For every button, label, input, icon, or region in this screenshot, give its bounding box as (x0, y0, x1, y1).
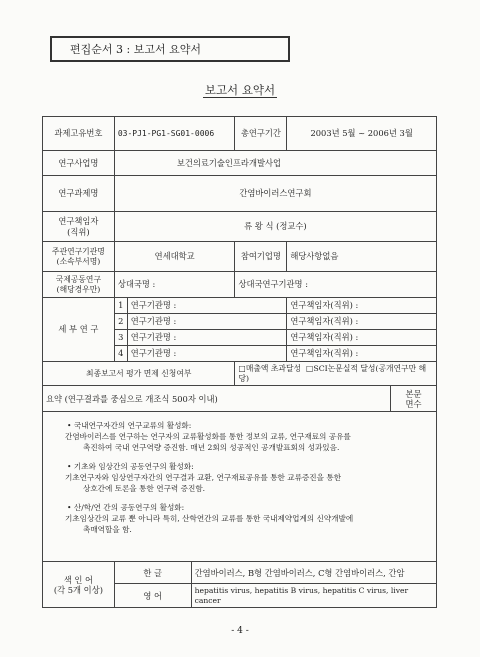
final-eval-option-sales[interactable]: □매출액 초과달성 (238, 364, 302, 373)
detail-label: 세 부 연 구 (43, 298, 115, 362)
keywords-en-label: 영 어 (114, 584, 191, 608)
page-title (0, 82, 480, 98)
partner-label: 참여기업명 (235, 242, 287, 272)
keywords-en-value: hepatitis virus, hepatitis B virus, hepatitis C virus, liver cancer (191, 584, 436, 608)
keywords-label: 색 인 어 (각 5개 이상) (43, 562, 115, 608)
detail-pi: 연구책임자(직위) : (287, 330, 437, 346)
project-no-value: 03-PJ1-PG1-SG01-0006 (114, 117, 235, 151)
detail-org: 연구기관명 : (127, 346, 287, 362)
row-host (43, 242, 437, 272)
summary-label: 요약 (연구결과를 중심으로 개조식 500자 이내) (43, 386, 391, 412)
detail-no: 1 (114, 298, 127, 314)
pi-value: 류 왕 식 (정교수) (114, 212, 436, 242)
summary-line: 상호간에 토론을 통한 연구력 증진함. (83, 484, 206, 494)
pages-label: 본문 면수 (391, 386, 437, 412)
summary-section (65, 502, 424, 535)
row-pi (43, 212, 437, 242)
task-label: 연구과제명 (43, 176, 115, 212)
host-label: 주관연구기관명 (소속부서명) (43, 242, 115, 272)
pi-label: 연구책임자 (직위) (43, 212, 115, 242)
summary-section (65, 461, 424, 494)
row-summary-body (43, 412, 437, 562)
detail-pi: 연구책임자(직위) : (287, 298, 437, 314)
edit-order-box (50, 36, 290, 62)
intl-label: 국제공동연구 (해당경우만) (43, 272, 115, 298)
period-value: 2003년 5월 ~ 2006년 3월 (287, 117, 437, 151)
summary-heading: • 국내연구자간의 연구교류의 활성화: (67, 421, 192, 431)
row-project-no (43, 117, 437, 151)
final-eval-options (235, 362, 437, 386)
detail-org: 연구기관명 : (127, 330, 287, 346)
row-intl (43, 272, 437, 298)
detail-org: 연구기관명 : (127, 298, 287, 314)
row-program (43, 151, 437, 176)
edit-order-label: 편집순서 3 : 보고서 요약서 (70, 43, 201, 56)
final-eval-label: 최종보고서 평가 면제 신청여부 (43, 362, 235, 386)
keywords-ko-label: 한 글 (114, 562, 191, 584)
row-detail-1 (43, 298, 437, 314)
row-summary-header (43, 386, 437, 412)
page-title-text: 보고서 요약서 (204, 83, 276, 97)
project-no-label: 과제고유번호 (43, 117, 115, 151)
row-final-eval (43, 362, 437, 386)
final-eval-option-sci[interactable]: □SCI논문실적 달성(공개연구만 해당) (238, 364, 427, 383)
detail-pi: 연구책임자(직위) : (287, 346, 437, 362)
task-value: 간염바이러스연구회 (114, 176, 436, 212)
host-value: 연세대학교 (114, 242, 235, 272)
summary-line: 촉매역할을 함. (83, 525, 132, 535)
summary-line: 기초연구자와 임상연구자간의 연구결과 교환, 연구재료공유를 통한 교류증진을 통한 (65, 473, 342, 483)
program-value: 보건의료기술인프라개발사업 (114, 151, 436, 176)
detail-no: 4 (114, 346, 127, 362)
summary-line: 기초임상간의 교류 뿐 아니라 특히, 산학연간의 교류를 통한 국내제약업계의 신약개발에 (65, 514, 354, 524)
intl-country: 상대국명 : (114, 272, 235, 298)
keywords-ko-value: 간염바이러스, B형 간염바이러스, C형 간염바이러스, 간암 (191, 562, 436, 584)
summary-heading: • 산/학/연 간의 공동연구의 활성화: (67, 503, 185, 513)
program-label: 연구사업명 (43, 151, 115, 176)
row-keywords-ko (43, 562, 437, 584)
period-label: 총연구기간 (235, 117, 287, 151)
detail-no: 3 (114, 330, 127, 346)
summary-body (43, 412, 437, 562)
detail-no: 2 (114, 314, 127, 330)
detail-pi: 연구책임자(직위) : (287, 314, 437, 330)
summary-section (65, 420, 424, 453)
summary-line: 간염바이러스를 연구하는 연구자의 교류활성화를 통한 정보의 교류, 연구재료의 공유를 (65, 432, 351, 442)
detail-org: 연구기관명 : (127, 314, 287, 330)
partner-value: 해당사항없음 (287, 242, 437, 272)
intl-institute: 상대국연구기관명 : (235, 272, 437, 298)
page-number: - 4 - (231, 626, 249, 636)
summary-heading: • 기초와 임상간의 공동연구의 활성화: (67, 462, 194, 472)
row-task (43, 176, 437, 212)
summary-line: 촉진하여 국내 연구역량 증진함. 매년 2회의 성공적인 공개발표회의 성과있음. (83, 443, 340, 453)
summary-table (42, 116, 437, 608)
